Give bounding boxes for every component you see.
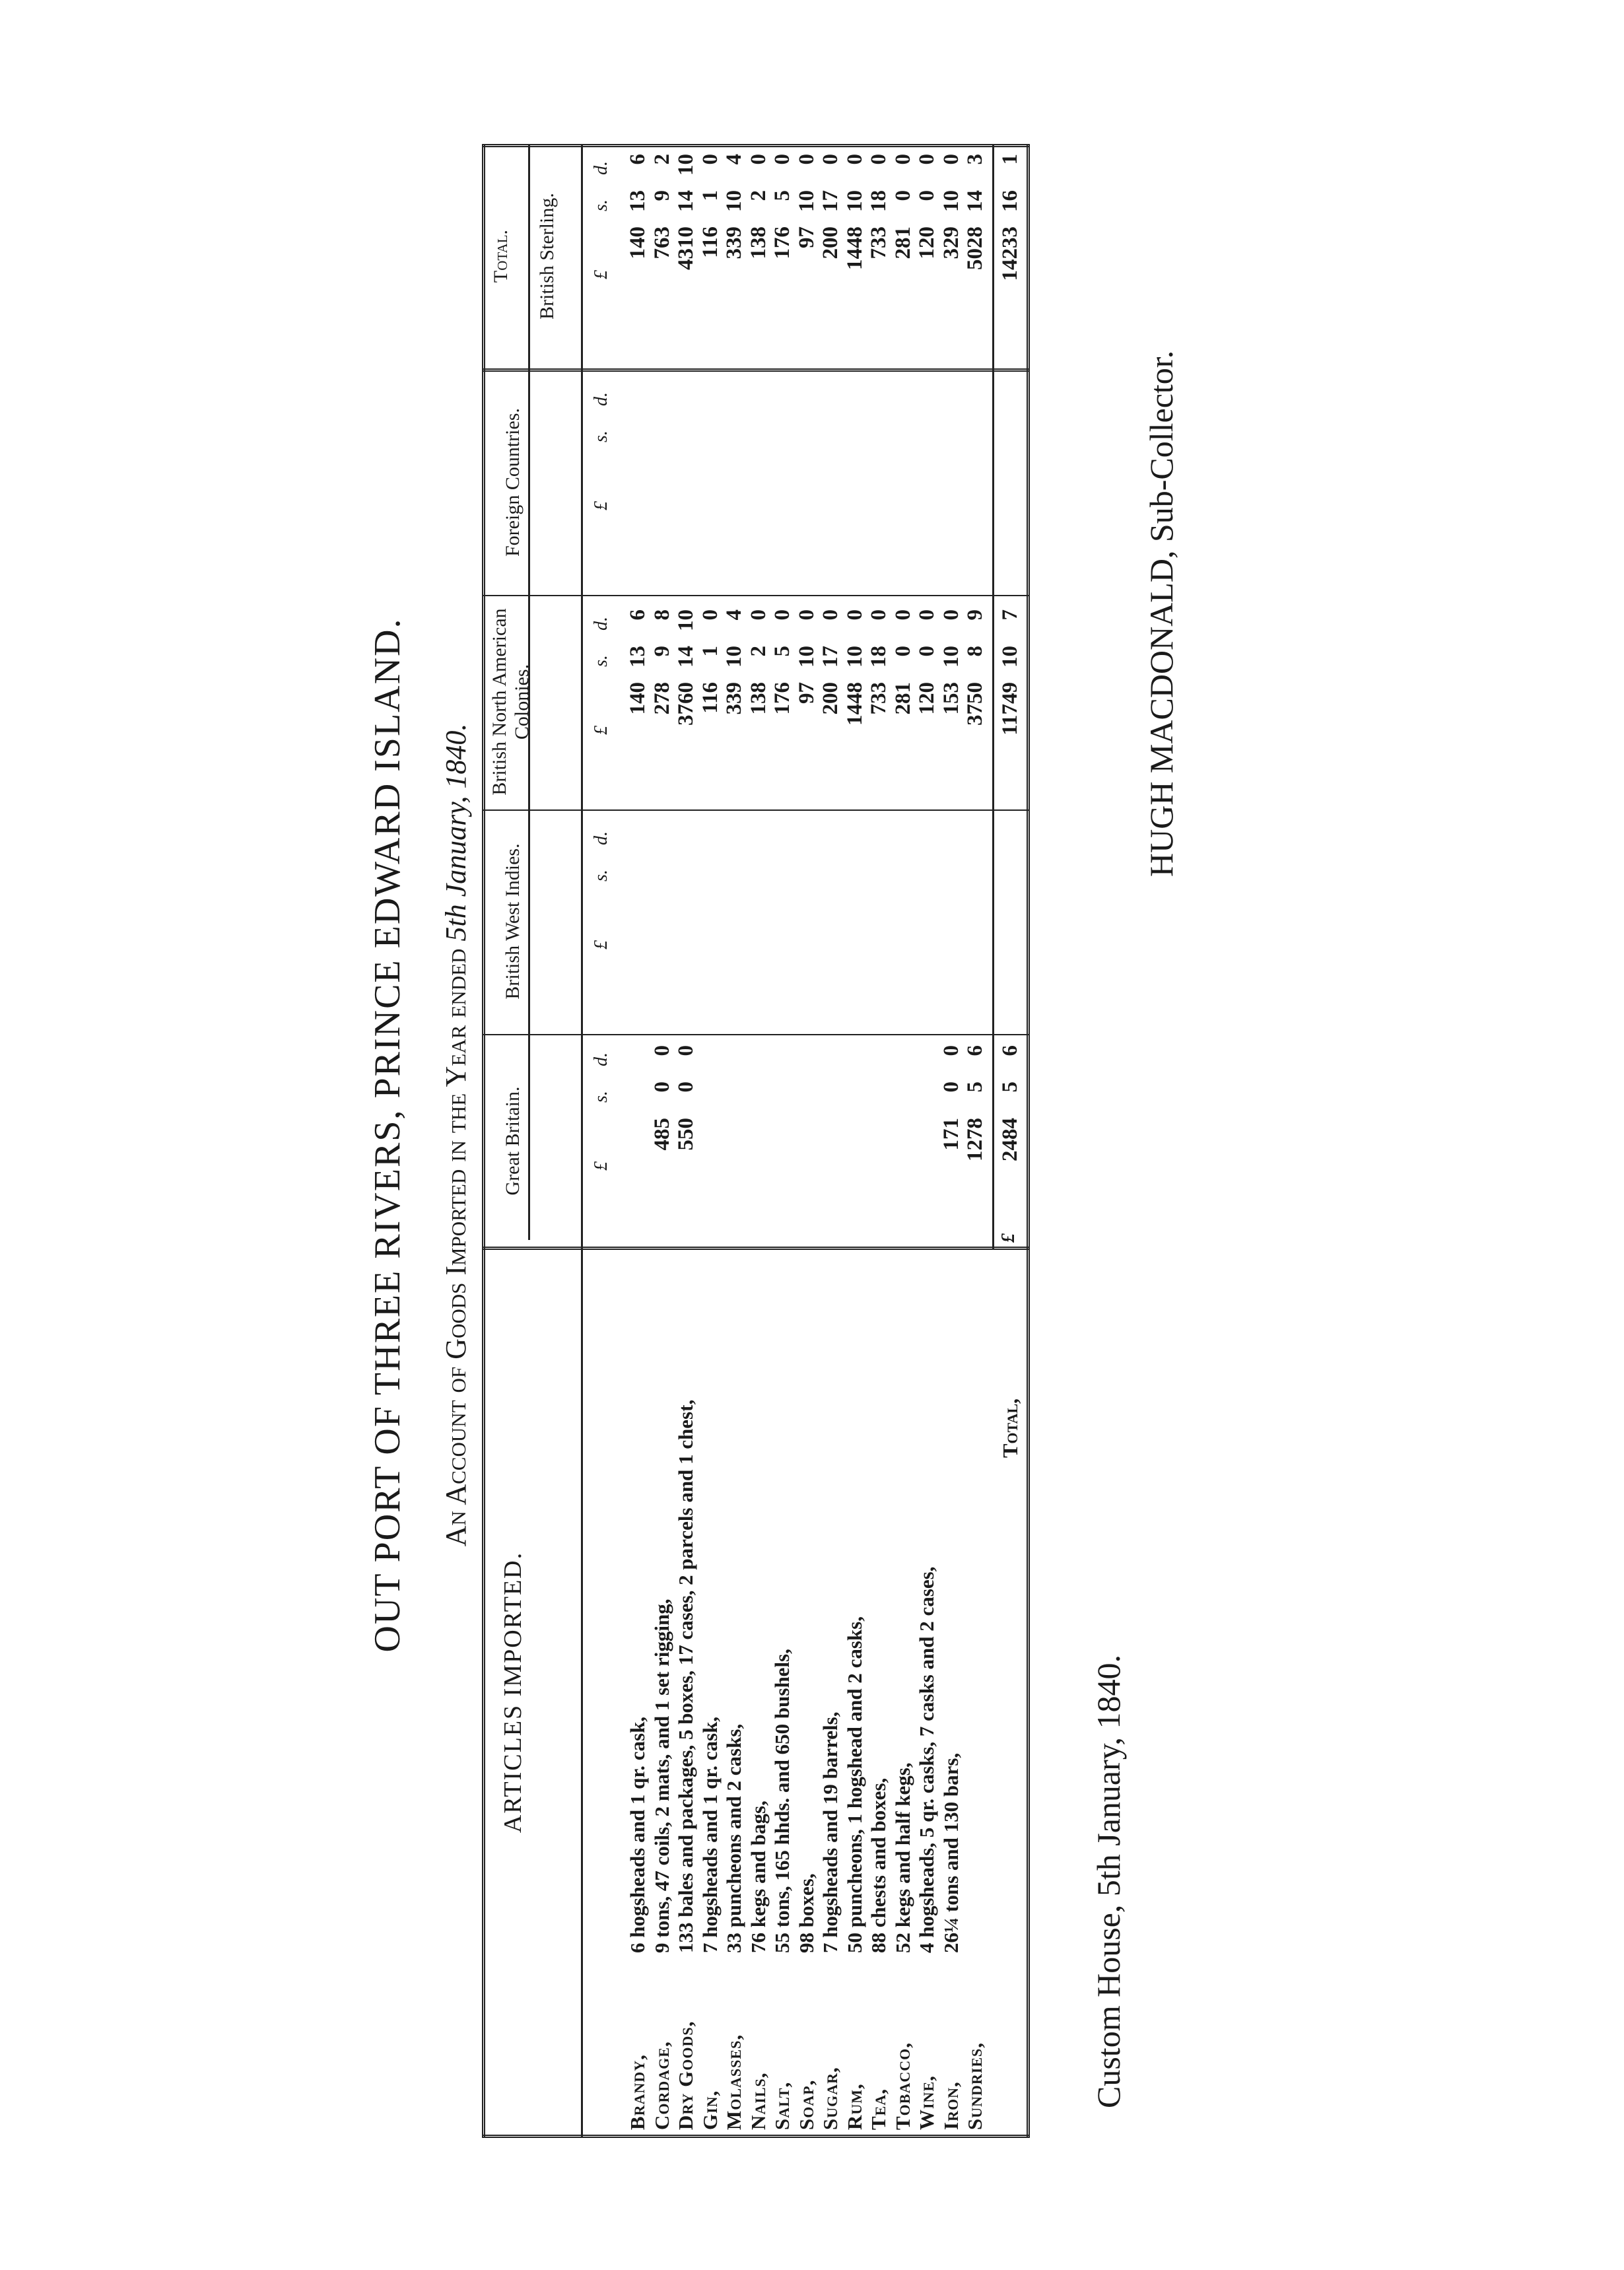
article-name: Nails, bbox=[746, 2072, 770, 2130]
british-north-american-pounds: 176 bbox=[770, 682, 794, 715]
total-sterling-pence: 0 bbox=[891, 154, 915, 165]
total-sterling-pounds: 4310 bbox=[674, 226, 698, 270]
total-sterling-grand-pounds: 14233 bbox=[998, 226, 1022, 281]
total-sterling-pence: 0 bbox=[746, 154, 770, 165]
subtitle-prefix: An Account of Goods Imported in the Year ended bbox=[440, 948, 472, 1547]
article-name: Molasses, bbox=[722, 2034, 745, 2130]
british-north-american-shillings: 9 bbox=[650, 646, 674, 657]
page-title: OUT PORT OF THREE RIVERS, PRINCE EDWARD ISLAND. bbox=[367, 617, 408, 1653]
unit-shilling-bwi: s. bbox=[591, 870, 611, 881]
custom-house-date: Custom House, 5th January, 1840. bbox=[1090, 1655, 1127, 2108]
total-sterling-pounds: 339 bbox=[722, 226, 746, 259]
british-north-american-shillings: 14 bbox=[674, 646, 698, 668]
unit-shilling-gb: s. bbox=[591, 1091, 611, 1103]
total-sterling-shillings: 10 bbox=[842, 190, 867, 212]
total-sterling-shillings: 10 bbox=[939, 190, 963, 212]
total-sterling-pence: 10 bbox=[674, 154, 698, 176]
article-name: Gin, bbox=[698, 2090, 722, 2130]
british-north-american-shillings: 17 bbox=[819, 646, 842, 668]
british-north-american-pounds: 116 bbox=[698, 682, 722, 714]
col-divider-gb bbox=[482, 1034, 1030, 1035]
unit-pence-bwi: d. bbox=[591, 831, 611, 845]
british-north-american-shillings: 13 bbox=[626, 646, 650, 668]
article-description: 133 bales and packages, 5 boxes, 17 cases, 2 parcels and 1 chest, bbox=[674, 1399, 697, 1953]
british-north-american-shillings: 10 bbox=[842, 646, 867, 668]
british-north-american-pence: 0 bbox=[867, 609, 891, 621]
total-sterling-pence: 6 bbox=[626, 154, 650, 165]
article-description: 88 chests and boxes, bbox=[867, 1777, 890, 1953]
total-sterling-pounds: 763 bbox=[650, 226, 674, 259]
total-sterling-pounds: 116 bbox=[698, 226, 722, 258]
total-sterling-shillings: 2 bbox=[746, 190, 770, 201]
article-name: Sugar, bbox=[819, 2067, 842, 2130]
great-britain-pounds: 1278 bbox=[963, 1118, 987, 1161]
article-name: Tobacco, bbox=[891, 2042, 914, 2130]
article-description: 50 puncheons, 1 hogshead and 2 casks, bbox=[842, 1616, 866, 1953]
british-north-american-pounds: 140 bbox=[626, 682, 650, 715]
great-britain-pence: 6 bbox=[963, 1045, 987, 1056]
total-sterling-shillings: 10 bbox=[722, 190, 746, 212]
unit-pence-tot: d. bbox=[591, 161, 611, 175]
british-north-american-pence: 6 bbox=[626, 609, 650, 621]
british-north-american-pounds: 138 bbox=[746, 682, 770, 715]
total-sterling-shillings: 1 bbox=[698, 190, 722, 201]
british-north-american-pence: 0 bbox=[915, 609, 939, 621]
total-sterling-pence: 0 bbox=[867, 154, 891, 165]
great-britain-pounds: 550 bbox=[674, 1118, 698, 1151]
col-divider-bna bbox=[482, 595, 1030, 596]
british-north-american-shillings: 5 bbox=[770, 646, 794, 657]
total-sterling-pounds: 329 bbox=[939, 226, 963, 259]
british-north-american-shillings: 8 bbox=[963, 646, 987, 657]
british-north-american-pence: 8 bbox=[650, 609, 674, 621]
british-north-american-pounds: 97 bbox=[794, 682, 819, 704]
total-label: Total, bbox=[998, 1398, 1022, 1458]
total-sterling-pence: 0 bbox=[939, 154, 963, 165]
unit-pence-gb: d. bbox=[591, 1052, 611, 1066]
total-sterling-pence: 4 bbox=[722, 154, 746, 165]
total-sterling-pence: 0 bbox=[915, 154, 939, 165]
total-sterling-shillings: 0 bbox=[891, 190, 915, 201]
total-sterling-shillings: 13 bbox=[626, 190, 650, 212]
total-sterling-pence: 0 bbox=[819, 154, 842, 165]
british-north-american-pence: 0 bbox=[770, 609, 794, 621]
british-north-american-pence: 0 bbox=[939, 609, 963, 621]
unit-pence-bna: d. bbox=[591, 617, 611, 631]
british-north-american-pence: 0 bbox=[746, 609, 770, 621]
article-name: Sundries, bbox=[963, 2042, 986, 2130]
total-sterling-shillings: 0 bbox=[915, 190, 939, 201]
british-north-american-pence: 0 bbox=[819, 609, 842, 621]
great-britain-pence: 0 bbox=[674, 1045, 698, 1056]
total-top-rule bbox=[992, 144, 994, 1250]
british-north-american-shillings: 0 bbox=[891, 646, 915, 657]
total-sterling-shillings: 9 bbox=[650, 190, 674, 201]
article-name: Salt, bbox=[770, 2081, 794, 2130]
article-description: 55 tons, 165 hhds. and 650 bushels, bbox=[770, 1649, 794, 1953]
british-north-american-pence: 4 bbox=[722, 609, 746, 621]
total-pound-sign: £ bbox=[998, 1233, 1019, 1243]
total-sterling-grand-shillings: 16 bbox=[998, 190, 1022, 212]
page-subtitle bbox=[439, 0, 473, 2270]
total-sterling-pence: 0 bbox=[698, 154, 722, 165]
header-total: Total. bbox=[490, 229, 512, 283]
unit-shilling-tot: s. bbox=[591, 199, 611, 211]
total-sterling-pounds: 138 bbox=[746, 226, 770, 259]
header-articles: ARTICLES IMPORTED. bbox=[499, 1551, 527, 1834]
total-sterling-shillings: 10 bbox=[794, 190, 819, 212]
great-britain-shillings: 0 bbox=[939, 1082, 963, 1093]
british-north-american-pounds: 281 bbox=[891, 682, 915, 715]
total-sterling-pence: 0 bbox=[794, 154, 819, 165]
total-british-north-american-shillings: 10 bbox=[998, 646, 1022, 668]
article-description: 33 puncheons and 2 casks, bbox=[722, 1723, 745, 1953]
table-top-rule bbox=[482, 144, 485, 2138]
total-sterling-pounds: 733 bbox=[867, 226, 891, 259]
total-sterling-pounds: 281 bbox=[891, 226, 915, 259]
great-britain-shillings: 0 bbox=[674, 1082, 698, 1093]
table-bottom-rule bbox=[1027, 144, 1030, 2138]
article-description: 6 hogsheads and 1 qr. cask, bbox=[626, 1716, 649, 1953]
great-britain-pounds: 485 bbox=[650, 1118, 674, 1151]
unit-pence-fc: d. bbox=[591, 392, 611, 406]
british-north-american-pounds: 1448 bbox=[842, 682, 867, 726]
british-north-american-shillings: 1 bbox=[698, 646, 722, 657]
british-north-american-pounds: 733 bbox=[867, 682, 891, 715]
article-description: 98 boxes, bbox=[794, 1873, 818, 1953]
british-north-american-pence: 0 bbox=[698, 609, 722, 621]
article-description: 26¼ tons and 130 bars, bbox=[939, 1752, 963, 1953]
col-divider-foreign bbox=[482, 368, 1030, 372]
total-sterling-pence: 2 bbox=[650, 154, 674, 165]
unit-pound-tot: £ bbox=[591, 270, 611, 279]
british-north-american-shillings: 0 bbox=[915, 646, 939, 657]
total-sterling-pence: 0 bbox=[770, 154, 794, 165]
total-british-north-american-pounds: 11749 bbox=[998, 682, 1022, 736]
british-north-american-pounds: 339 bbox=[722, 682, 746, 715]
total-sterling-pounds: 140 bbox=[626, 226, 650, 259]
article-name: Brandy, bbox=[626, 2054, 649, 2130]
british-north-american-shillings: 10 bbox=[794, 646, 819, 668]
header-british-west-indies: British West Indies. bbox=[502, 843, 524, 1000]
british-north-american-pounds: 3750 bbox=[963, 682, 987, 726]
unit-pound-gb: £ bbox=[591, 1161, 611, 1171]
total-great-britain-pounds: 2484 bbox=[998, 1118, 1022, 1161]
total-sterling-pounds: 1448 bbox=[842, 226, 867, 270]
header-british-sterling: British Sterling. bbox=[536, 193, 558, 320]
total-sterling-pounds: 97 bbox=[794, 226, 819, 248]
british-north-american-shillings: 2 bbox=[746, 646, 770, 657]
total-british-north-american-pence: 7 bbox=[998, 609, 1022, 621]
total-sterling-pounds: 5028 bbox=[963, 226, 987, 270]
article-name: Iron, bbox=[939, 2081, 963, 2130]
article-description: 7 hogsheads and 1 qr. cask, bbox=[698, 1716, 722, 1953]
total-sterling-shillings: 18 bbox=[867, 190, 891, 212]
total-sterling-shillings: 14 bbox=[674, 190, 698, 212]
great-britain-shillings: 5 bbox=[963, 1082, 987, 1093]
great-britain-pence: 0 bbox=[650, 1045, 674, 1056]
british-north-american-pounds: 3760 bbox=[674, 682, 698, 726]
british-north-american-shillings: 10 bbox=[722, 646, 746, 668]
british-north-american-pounds: 200 bbox=[819, 682, 842, 715]
article-name: Dry Goods, bbox=[674, 2020, 697, 2130]
british-north-american-shillings: 10 bbox=[939, 646, 963, 668]
unit-pound-bna: £ bbox=[591, 726, 611, 735]
total-sterling-shillings: 17 bbox=[819, 190, 842, 212]
total-sterling-grand-pence: 1 bbox=[998, 154, 1022, 165]
unit-shilling-bna: s. bbox=[591, 655, 611, 667]
article-name: Soap, bbox=[794, 2079, 818, 2130]
total-great-britain-pence: 6 bbox=[998, 1045, 1022, 1056]
british-north-american-pounds: 120 bbox=[915, 682, 939, 715]
total-sterling-pounds: 200 bbox=[819, 226, 842, 259]
article-description: 76 kegs and bags, bbox=[746, 1801, 770, 1953]
british-north-american-pence: 9 bbox=[963, 609, 987, 621]
british-north-american-pence: 0 bbox=[842, 609, 867, 621]
great-britain-shillings: 0 bbox=[650, 1082, 674, 1093]
great-britain-pounds: 171 bbox=[939, 1118, 963, 1151]
total-sterling-pounds: 120 bbox=[915, 226, 939, 259]
total-sterling-shillings: 14 bbox=[963, 190, 987, 212]
header-foreign-countries: Foreign Countries. bbox=[502, 408, 524, 557]
header-bottom-rule bbox=[581, 144, 583, 2138]
british-north-american-pounds: 153 bbox=[939, 682, 963, 715]
signature: HUGH MACDONALD, Sub-Collector. bbox=[1143, 350, 1180, 877]
article-name: Rum, bbox=[842, 2083, 866, 2130]
total-sterling-pence: 3 bbox=[963, 154, 987, 165]
header-great-britain: Great Britain. bbox=[502, 1086, 524, 1196]
british-north-american-pounds: 278 bbox=[650, 682, 674, 715]
unit-shilling-fc: s. bbox=[591, 430, 611, 442]
article-description: 52 kegs and half kegs, bbox=[891, 1762, 914, 1953]
article-name: Tea, bbox=[867, 2088, 890, 2130]
great-britain-pence: 0 bbox=[939, 1045, 963, 1056]
british-north-american-shillings: 18 bbox=[867, 646, 891, 668]
article-description: 7 hogsheads and 19 barrels, bbox=[819, 1711, 842, 1953]
total-great-britain-shillings: 5 bbox=[998, 1082, 1022, 1093]
article-name: Wine, bbox=[915, 2075, 938, 2130]
header-british-north-american: British North American Colonies. bbox=[489, 608, 533, 796]
british-north-american-pence: 0 bbox=[794, 609, 819, 621]
unit-pound-bwi: £ bbox=[591, 940, 611, 949]
total-sterling-pence: 0 bbox=[842, 154, 867, 165]
unit-pound-fc: £ bbox=[591, 501, 611, 510]
article-description: 9 tons, 47 coils, 2 mats, and 1 set rigging, bbox=[650, 1599, 673, 1953]
article-description: 4 hogsheads, 5 qr. casks, 7 casks and 2 cases, bbox=[915, 1566, 938, 1953]
british-north-american-pence: 10 bbox=[674, 609, 698, 631]
british-north-american-pence: 0 bbox=[891, 609, 915, 621]
article-name: Cordage, bbox=[650, 2041, 673, 2130]
total-sterling-shillings: 5 bbox=[770, 190, 794, 201]
subtitle-date: 5th January, 1840. bbox=[440, 723, 472, 942]
total-sterling-pounds: 176 bbox=[770, 226, 794, 259]
